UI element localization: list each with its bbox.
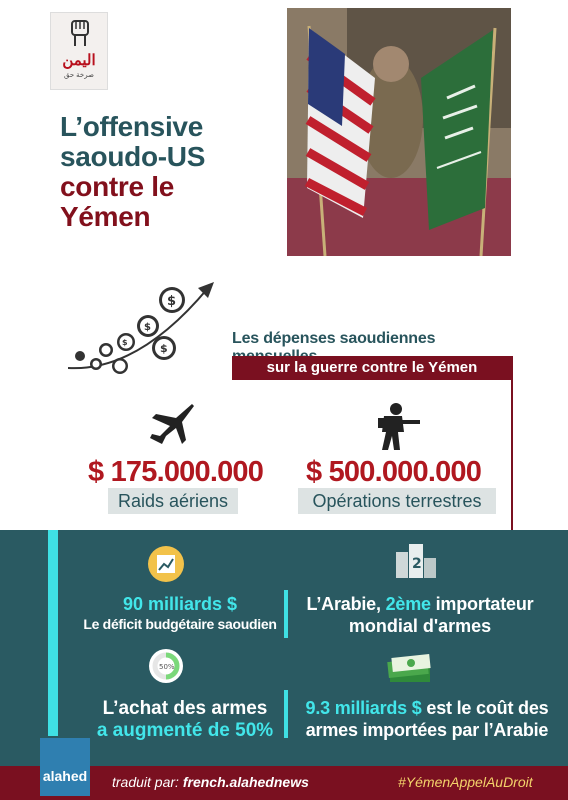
svg-text:$: $	[167, 294, 177, 309]
purchase-line-1: L’achat des armes	[102, 698, 268, 719]
air-raids-amount: $ 175.000.000	[88, 456, 264, 488]
svg-text:$: $	[160, 342, 168, 355]
logo-text: اليمن	[62, 51, 96, 69]
cost-line-1-rest: est le coût des	[421, 698, 549, 718]
title-line-4: Yémen	[60, 201, 151, 232]
cost-line-1	[292, 698, 562, 719]
flags-photo	[287, 8, 511, 256]
logo-subtext: صرخة حق	[64, 72, 94, 79]
importer-line-2: mondial d'armes	[348, 616, 492, 636]
budget-chart-icon	[148, 546, 184, 582]
alahed-logo	[40, 738, 90, 796]
importer-line-1	[300, 594, 540, 615]
page-title	[60, 112, 290, 232]
flags-image	[287, 8, 511, 256]
coins-growth-icon	[68, 276, 218, 386]
importer-text: L’Arabie,	[306, 594, 386, 614]
soldier-icon	[376, 402, 420, 452]
svg-text:2: 2	[412, 556, 422, 572]
importer-text-rest: importateur	[430, 594, 534, 614]
spending-subtitle: Les dépenses saoudiennes	[232, 330, 436, 347]
deficit-text: Le déficit budgétaire saoudien	[83, 616, 277, 632]
divider-line	[511, 356, 513, 536]
yemen-logo	[50, 12, 108, 90]
purchase-line-2: a augmenté de 50%	[96, 720, 274, 741]
credit-source: french.alahednews	[182, 774, 309, 790]
percentage-chart-label: 50%	[159, 663, 175, 671]
svg-text:$: $	[122, 338, 128, 347]
title-line-1: L’offensive	[60, 111, 203, 142]
title-line-3: contre le	[60, 171, 175, 202]
air-raids-label: Raids aériens	[108, 488, 238, 514]
spending-subtitle-banner-text: sur la guerre contre le Yémen	[266, 359, 478, 376]
alahed-brand: alahed	[42, 768, 88, 784]
fist-icon	[65, 17, 95, 47]
cost-line-2: armes importées par l’Arabie	[305, 720, 549, 740]
accent-bar	[48, 530, 58, 736]
podium-icon	[394, 538, 438, 578]
credit-prefix: traduit par:	[112, 774, 183, 790]
ground-operations-amount: $ 500.000.000	[306, 456, 482, 488]
money-stack-icon	[386, 654, 434, 684]
hashtag: #YémenAppelAuDroit	[398, 774, 533, 790]
percentage-chart-icon	[148, 648, 184, 684]
importer-rank: 2ème	[385, 594, 431, 614]
deficit-amount: 90 milliards $	[122, 594, 238, 614]
svg-text:$: $	[144, 322, 151, 333]
translation-credit	[112, 774, 309, 790]
cost-amount: 9.3 milliards $	[305, 698, 422, 718]
fighter-jet-icon	[146, 400, 196, 446]
title-line-2: saoudo-US	[60, 141, 206, 172]
ground-operations-label: Opérations terrestres	[298, 488, 496, 514]
